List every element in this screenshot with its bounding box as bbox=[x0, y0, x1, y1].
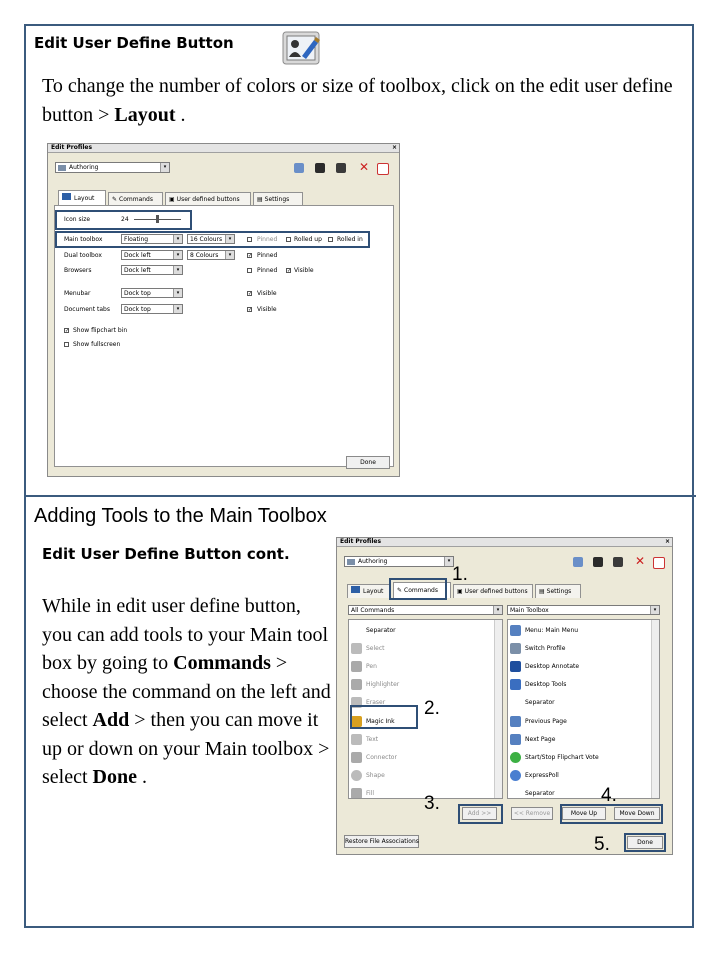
tab-user-defined-buttons[interactable]: ▣ User defined buttons bbox=[165, 192, 251, 206]
dual-toolbox-pinned-checkbox[interactable]: ✓ bbox=[248, 253, 253, 259]
rolled-in-label: Rolled in bbox=[337, 236, 363, 243]
next-page-icon bbox=[510, 734, 521, 745]
move-up-button[interactable]: Move Up bbox=[562, 807, 606, 820]
switch-profile-icon bbox=[510, 643, 521, 654]
new-profile-icon[interactable] bbox=[573, 557, 583, 567]
text-icon bbox=[351, 734, 362, 745]
highlight-icon-size bbox=[55, 210, 192, 230]
tab-bar bbox=[54, 192, 394, 206]
list-item[interactable]: Previous Page bbox=[510, 715, 567, 729]
save-as-icon[interactable] bbox=[336, 163, 346, 173]
highlight-move-buttons bbox=[560, 804, 663, 824]
browsers-pinned-checkbox[interactable] bbox=[247, 268, 252, 273]
settings-icon: ▤ bbox=[257, 196, 263, 203]
close-icon[interactable]: × bbox=[664, 538, 670, 545]
reset-icon[interactable] bbox=[653, 557, 665, 569]
tools-icon: ✎ bbox=[397, 587, 403, 594]
dual-toolbox-colours-select[interactable]: 8 Colours ▾ bbox=[187, 250, 235, 260]
right-toolbox-filter[interactable]: Main Toolbox ▾ bbox=[507, 605, 660, 615]
highlight-magic-ink bbox=[350, 705, 418, 729]
connector-icon bbox=[351, 752, 362, 763]
highlighter-icon bbox=[351, 679, 362, 690]
show-fullscreen-checkbox[interactable] bbox=[64, 342, 69, 347]
highlight-commands-tab bbox=[389, 578, 447, 600]
document-tabs-visible-checkbox[interactable]: ✓ bbox=[248, 307, 253, 313]
close-icon[interactable]: × bbox=[391, 144, 397, 151]
pinned-label: Pinned bbox=[257, 252, 278, 259]
highlight-main-toolbox bbox=[55, 231, 370, 248]
list-item[interactable]: Pen bbox=[351, 660, 377, 674]
list-item[interactable]: Highlighter bbox=[351, 678, 399, 692]
step-number: 3. bbox=[424, 793, 440, 814]
tab-commands[interactable]: ✎ Commands bbox=[393, 582, 451, 598]
add-button[interactable]: Add >> bbox=[462, 807, 497, 820]
dual-toolbox-dock-select[interactable]: Dock left ▾ bbox=[121, 250, 183, 260]
step-number: 1. bbox=[452, 564, 468, 585]
step-number: 5. bbox=[594, 834, 610, 855]
list-item[interactable]: Magic Ink bbox=[351, 715, 395, 729]
show-flipchart-bin-label: Show flipchart bin bbox=[73, 327, 128, 334]
pinned-label: Pinned bbox=[257, 267, 278, 274]
previous-page-icon bbox=[510, 716, 521, 727]
delete-icon[interactable]: ✕ bbox=[359, 160, 370, 174]
list-item[interactable]: ExpressPoll bbox=[510, 769, 559, 783]
list-item[interactable]: Menu: Main Menu bbox=[510, 624, 578, 638]
list-item[interactable]: Separator bbox=[525, 699, 555, 706]
shape-icon bbox=[351, 770, 362, 781]
done-button[interactable]: Done bbox=[346, 456, 390, 469]
save-as-icon[interactable] bbox=[613, 557, 623, 567]
pinned-label: Pinned bbox=[257, 236, 278, 243]
chevron-down-icon: ▾ bbox=[160, 163, 169, 172]
visible-label: Visible bbox=[257, 306, 277, 313]
save-icon[interactable] bbox=[593, 557, 603, 567]
tab-settings[interactable]: ▤ Settings bbox=[535, 584, 581, 598]
browsers-label: Browsers bbox=[64, 267, 92, 274]
list-item[interactable]: Text bbox=[351, 733, 378, 747]
list-item[interactable]: Desktop Tools bbox=[510, 678, 566, 692]
scrollbar[interactable] bbox=[494, 620, 502, 798]
window-title: Edit Profiles × bbox=[337, 538, 672, 547]
layout-icon bbox=[62, 193, 71, 200]
menubar-dock-select[interactable]: Dock top ▾ bbox=[121, 288, 183, 298]
new-profile-icon[interactable] bbox=[294, 163, 304, 173]
reset-icon[interactable] bbox=[377, 163, 389, 175]
browsers-dock-select[interactable]: Dock left ▾ bbox=[121, 265, 183, 275]
list-item[interactable]: Next Page bbox=[510, 733, 555, 747]
icon-size-label: Icon size bbox=[64, 216, 91, 223]
main-toolbox-label: Main toolbox bbox=[64, 236, 103, 243]
chevron-down-icon: ▾ bbox=[444, 557, 453, 566]
tab-user-defined-buttons[interactable]: ▣ User defined buttons bbox=[453, 584, 533, 598]
main-toolbox-list[interactable] bbox=[507, 619, 660, 799]
edit-user-define-icon bbox=[282, 30, 322, 66]
section1-instructions: To change the number of colors or size of toolbox, click on the edit user define button > Layout . bbox=[42, 75, 673, 126]
list-item[interactable]: Separator bbox=[366, 627, 396, 634]
select-icon bbox=[351, 643, 362, 654]
remove-button[interactable]: << Remove bbox=[511, 807, 553, 820]
delete-icon[interactable]: ✕ bbox=[635, 554, 646, 568]
edit-profiles-commands-screenshot bbox=[336, 537, 673, 855]
profile-select[interactable]: Authoring ▾ bbox=[55, 162, 170, 173]
edit-profiles-layout-screenshot bbox=[47, 143, 400, 477]
browsers-visible-checkbox[interactable]: ✓ bbox=[287, 268, 292, 274]
show-flipchart-bin-checkbox[interactable]: ✓ bbox=[65, 328, 70, 334]
icon-size-value: 24 bbox=[121, 216, 129, 223]
layout-icon bbox=[351, 586, 360, 593]
restore-file-associations-button[interactable]: Restore File Associations bbox=[344, 835, 419, 848]
expresspoll-icon bbox=[510, 770, 521, 781]
vote-icon bbox=[510, 752, 521, 763]
tools-icon: ✎ bbox=[112, 196, 118, 203]
list-item[interactable]: Connector bbox=[351, 751, 397, 765]
tab-layout[interactable]: Layout bbox=[58, 190, 106, 206]
desktop-tools-icon bbox=[510, 679, 521, 690]
menubar-label: Menubar bbox=[64, 290, 91, 297]
list-item[interactable]: Eraser bbox=[351, 696, 385, 710]
list-item[interactable]: Select bbox=[351, 642, 385, 656]
document-tabs-dock-select[interactable]: Dock top ▾ bbox=[121, 304, 183, 314]
tab-commands[interactable]: ✎ Commands bbox=[108, 192, 163, 206]
main-toolbox-colours-select[interactable]: 16 Colours ▾ bbox=[187, 234, 235, 244]
left-commands-filter[interactable]: All Commands ▾ bbox=[348, 605, 503, 615]
window-title: Edit Profiles × bbox=[48, 144, 399, 153]
desktop-annotate-icon bbox=[510, 661, 521, 672]
user-icon: ▣ bbox=[457, 588, 463, 595]
done-button[interactable]: Done bbox=[627, 836, 663, 849]
tab-settings[interactable]: ▤ Settings bbox=[253, 192, 303, 206]
section2-heading: Edit User Define Button cont. bbox=[42, 545, 290, 563]
user-icon: ▣ bbox=[169, 196, 175, 203]
profile-icon bbox=[347, 559, 355, 565]
save-icon[interactable] bbox=[315, 163, 325, 173]
list-item[interactable]: Start/Stop Flipchart Vote bbox=[510, 751, 599, 765]
menubar-visible-checkbox[interactable]: ✓ bbox=[248, 291, 253, 297]
section1-heading: Edit User Define Button bbox=[34, 34, 234, 52]
list-item[interactable]: Switch Profile bbox=[510, 642, 565, 656]
highlight-add bbox=[458, 804, 503, 824]
tab-layout[interactable]: Layout bbox=[347, 584, 391, 598]
section2-title: Adding Tools to the Main Toolbox bbox=[34, 505, 327, 527]
scrollbar[interactable] bbox=[651, 620, 659, 798]
fill-icon bbox=[351, 788, 362, 799]
step-number: 4. bbox=[601, 785, 617, 806]
section-divider bbox=[24, 495, 696, 497]
document-tabs-label: Document tabs bbox=[64, 306, 110, 313]
list-item[interactable]: Shape bbox=[351, 769, 385, 783]
visible-label: Visible bbox=[294, 267, 314, 274]
highlight-done bbox=[624, 833, 666, 852]
list-item[interactable]: Desktop Annotate bbox=[510, 660, 579, 674]
list-item[interactable]: Separator bbox=[525, 790, 555, 797]
list-item[interactable]: Fill bbox=[351, 787, 374, 799]
menu-icon bbox=[510, 625, 521, 636]
step-number: 2. bbox=[424, 698, 440, 719]
pen-icon bbox=[351, 661, 362, 672]
main-toolbox-dock-select[interactable]: Floating ▾ bbox=[121, 234, 183, 244]
visible-label: Visible bbox=[257, 290, 277, 297]
rolled-up-label: Rolled up bbox=[294, 236, 322, 243]
show-fullscreen-label: Show fullscreen bbox=[73, 341, 121, 348]
profile-icon bbox=[58, 165, 66, 171]
profile-select[interactable]: Authoring ▾ bbox=[344, 556, 454, 567]
section2-instructions: While in edit user define button, you can add tools to your Main tool box by going to Commands > choose the command on the left and select Add > then you can move it up or down on your Main toolbox > select Done . bbox=[42, 595, 331, 788]
move-down-button[interactable]: Move Down bbox=[614, 807, 660, 820]
settings-icon: ▤ bbox=[539, 588, 545, 595]
dual-toolbox-label: Dual toolbox bbox=[64, 252, 102, 259]
